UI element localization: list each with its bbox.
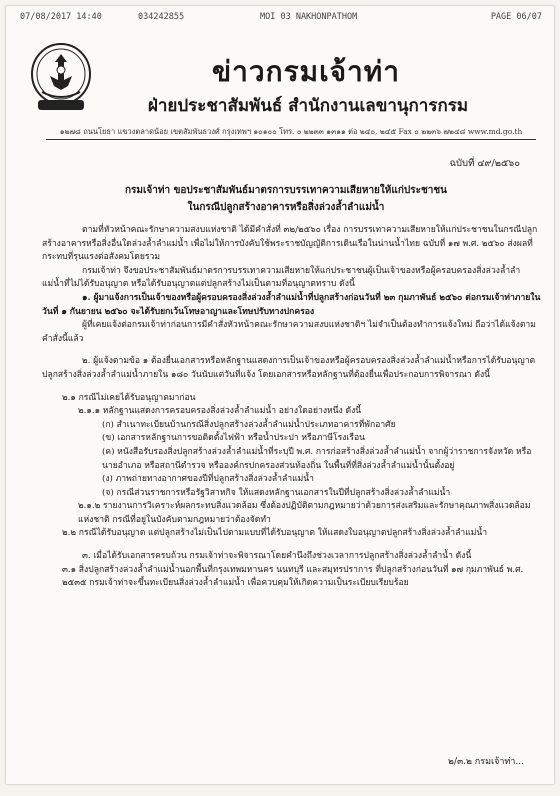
heading-line-1: กรมเจ้าท่า ขอประชาสัมพันธ์มาตรการบรรเทาความเสียหายให้แก่ประชาชน (124, 185, 448, 196)
letterhead-address: ๑๒๗๘ ถนนโยธา แขวงตลาดน้อย เขตสัมพันธวงศ์ กรุงเทพฯ ๑๐๑๐๐ โทร. ๐ ๒๒๓๓ ๑๓๑๑ ต่อ ๒๔๐, ๒๔๕ Fax ๐ ๒๒๓๖ ๗๒๔๘ www.md.go.th (59, 127, 523, 136)
marine-department-seal-icon (28, 40, 94, 116)
paragraph-item-2: ๒. ผู้แจ้งตามข้อ ๑ ต้องยื่นเอกสารหรือหลักฐานแสดงการเป็นเจ้าของหรือผู้ครอบครองสิ่งล่วงล้ำลำแม่น้ำหรือการได้รับอนุญาตปลูกสร้างสิ่งล่วงล้ำลำแม่น้ำภายใน ๑๘๐ วันนับแต่วันที่แจ้ง โดยเอกสารหรือหลักฐานที่ต้องยื่นเพื่อประกอบการพิจารณา ดังนี้ (42, 356, 536, 380)
paragraph-item-2-1: ๒.๑ กรณีไม่เคยได้รับอนุญาตมาก่อน (62, 392, 196, 403)
document-body (42, 224, 542, 591)
document-number: ฉบับที่ ๔๙/๒๕๖๐ (449, 158, 520, 169)
list-item-e: (จ) กรณีส่วนราชการหรือรัฐวิสาหกิจ ให้แสดงหลักฐานเอกสารในปีที่ปลูกสร้างสิ่งล่วงล้ำลำแม่น้ำ (102, 487, 451, 498)
paragraph-item-3-1: ๓.๑ สิ่งปลูกสร้างล่วงล้ำลำแม่น้ำนอกพื้นที่กรุงเทพมหานคร นนทบุรี และสมุทรปราการ ที่ปลูกสร้างก่อนวันที่ ๑๗ กุมภาพันธ์ พ.ศ. ๒๕๓๕ กรมเจ้าท่าจะขึ้นทะเบียนสิ่งล่วงล้ำลำแม่น้ำ เพื่อควบคุมให้เกิดความเป็นระเบียบเรียบร้อย (62, 564, 524, 589)
fax-page: PAGE 06/07 (490, 12, 542, 22)
paragraph-intro: ตามที่หัวหน้าคณะรักษาความสงบแห่งชาติ ได้มีคำสั่งที่ ๓๒/๒๕๖๐ เรื่อง การบรรเทาความเสียหายให้แก่ประชาชนในกรณีปลูกสร้างอาคารหรือสิ่งอื่นใดล่วงล้ำลำแม่น้ำ เพื่อไม่ให้การบังคับใช้พระราชบัญญัติการเดินเรือในน่านน้ำไทย ฉบับที่ ๑๗ พ.ศ. ๒๕๖๐ ส่งผลที่กระทบที่รุนแรงต่อสังคมโดยรวม (42, 225, 538, 263)
paragraph-item-2-1-1: ๒.๑.๑ หลักฐานแสดงการครอบครองสิ่งล่วงล้ำลำแม่น้ำ อย่างใดอย่างหนึ่ง ดังนี้ (78, 406, 362, 417)
list-item-b: (ข) เอกสารหลักฐานการขอติดตั้งไฟฟ้า หรือน้ำประปา หรือภาษีโรงเรือน (102, 433, 365, 444)
fax-datetime: 07/08/2017 14:40 (20, 12, 102, 22)
fax-header (20, 12, 542, 24)
paragraph-item-2-1-2: ๒.๑.๒ รายงานการวิเคราะห์ผลกระทบสิ่งแวดล้อม ซึ่งต้องปฏิบัติตามกฎหมายว่าด้วยการส่งเสริมและรักษาคุณภาพสิ่งแวดล้อมแห่งชาติ กรณีที่อยู่ในบังคับตามกฎหมายว่าต้องจัดทำ (78, 501, 531, 525)
document-heading (66, 182, 506, 216)
paragraph-item-1: ๑. ผู้มาแจ้งการเป็นเจ้าของหรือผู้ครอบครองสิ่งล่วงล้ำลำแม่น้ำที่ปลูกสร้างก่อนวันที่ ๒๓ กุมภาพันธ์ ๒๕๖๐ ต่อกรมเจ้าท่าภายในวันที่ ๑ กันยายน ๒๕๖๐ จะได้รับยกเว้นโทษอาญาและโทษปรับทางปกครอง (42, 292, 541, 317)
heading-line-2: ในกรณีปลูกสร้างอาคารหรือสิ่งล่วงล้ำลำแม่น้ำ (187, 202, 385, 213)
fax-sender: MOI 03 NAKHONPATHOM (260, 12, 358, 22)
list-item-d: (ง) ภาพถ่ายทางอากาศของปีที่ปลูกสร้างสิ่งล่วงล้ำลำแม่น้ำ (102, 474, 314, 485)
paragraph-previous-notice: ผู้ที่เคยแจ้งต่อกรมเจ้าท่าก่อนการมีคำสั่งหัวหน้าคณะรักษาความสงบแห่งชาติฯ ไม่จำเป็นต้องทำการแจ้งใหม่ ถือว่าได้แจ้งตามคำสั่งนี้แล้ว (42, 320, 536, 344)
document-page (6, 6, 554, 784)
letterhead-title: ข่าวกรมเจ้าท่า (212, 55, 400, 88)
paragraph-announcement: กรมเจ้าท่า จึงขอประชาสัมพันธ์มาตรการบรรเทาความเสียหายให้แก่ประชาชนผู้เป็นเจ้าของหรือผู้ครอบครองสิ่งล่วงล้ำลำแม่น้ำที่ไม่ได้รับอนุญาต หรือได้รับอนุญาตแต่ปลูกสร้างไม่เป็นตามที่อนุญาตทราบ ดังนี้ (42, 265, 521, 290)
continuation-note: ๒/๓.๒ กรมเจ้าท่า... (448, 757, 524, 767)
fax-number: 034242855 (138, 12, 185, 22)
letterhead-subtitle: ฝ่ายประชาสัมพันธ์ สำนักงานเลขานุการกรม (147, 96, 469, 116)
letterhead-divider (46, 139, 536, 140)
paragraph-item-2-2: ๒.๒ กรณีได้รับอนุญาต แต่ปลูกสร้างไม่เป็นไปตามแบบที่ได้รับอนุญาต ให้แสดงใบอนุญาตปลูกสร้างสิ่งล่วงล้ำลำแม่น้ำ (62, 528, 488, 539)
paragraph-item-3: ๓. เมื่อได้รับเอกสารครบถ้วน กรมเจ้าท่าจะพิจารณาโดยคำนึงถึงช่วงเวลาการปลูกสร้างสิ่งล่วงล้ำลำน้ำ ดังนี้ (82, 551, 472, 562)
list-item-a: (ก) สำเนาทะเบียนบ้านกรณีสิ่งปลูกสร้างล่วงล้ำลำแม่น้ำประเภทอาคารที่พักอาศัย (102, 419, 396, 430)
list-item-c: (ค) หนังสือรับรองสิ่งปลูกสร้างล่วงล้ำลำแม่น้ำที่ระบุปี พ.ศ. การก่อสร้างสิ่งล่วงล้ำลำแม่น้ำ จากผู้ว่าราชการจังหวัด หรือนายอำเภอ หรือสถานีตำรวจ หรือองค์กรปกครองส่วนท้องถิ่น ในพื้นที่ที่สิ่งล่วงล้ำลำแม่น้ำนั้นตั้งอยู่ (102, 446, 532, 471)
